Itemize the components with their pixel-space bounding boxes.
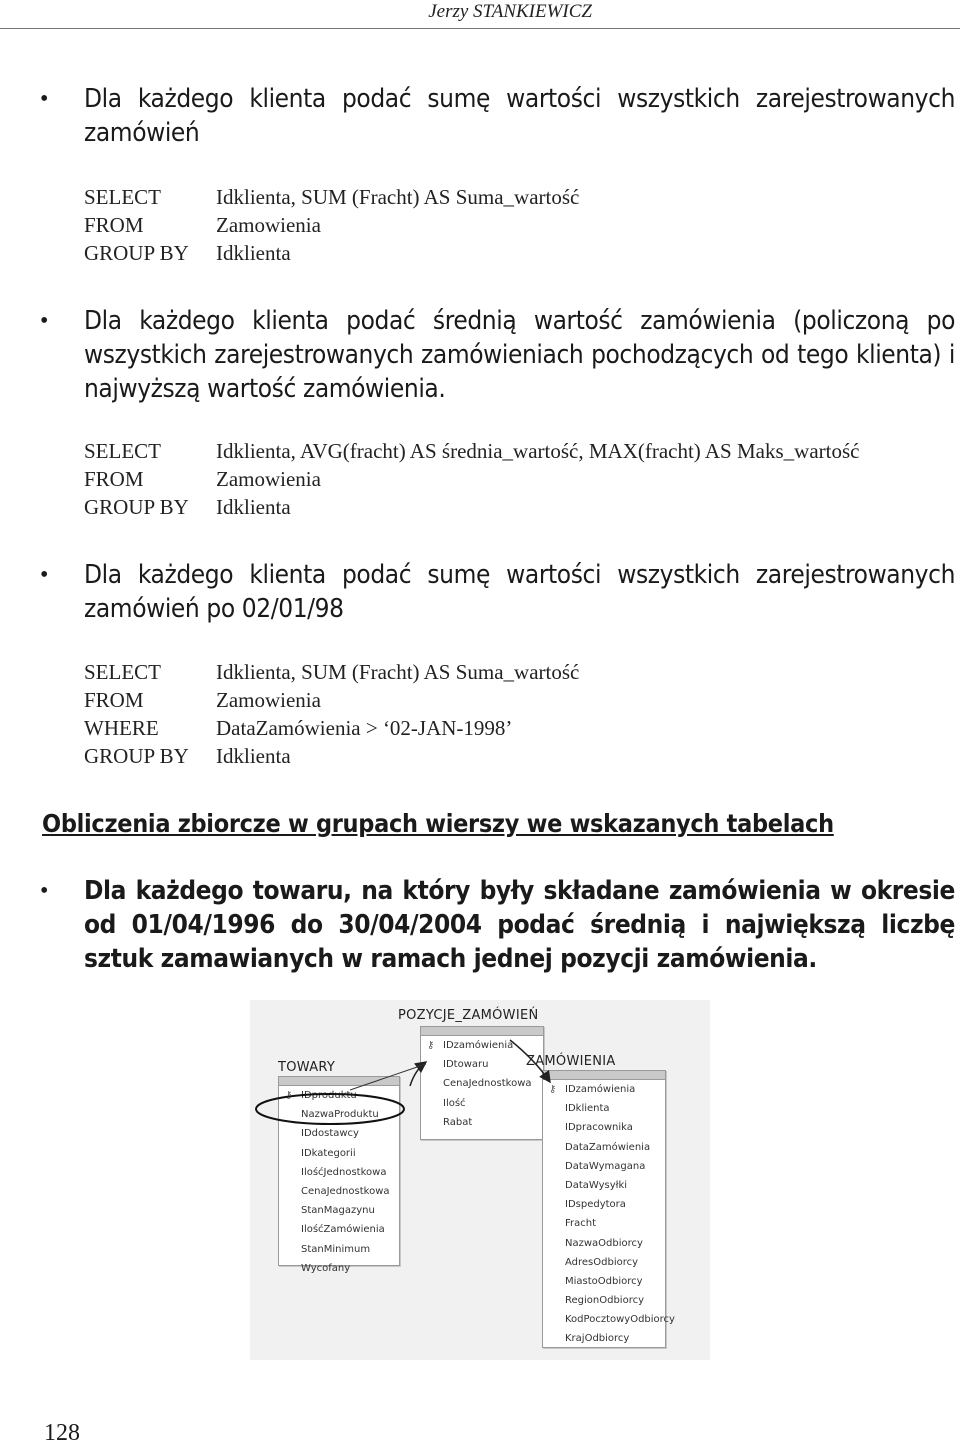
- relation-line-towary: [350, 1064, 426, 1090]
- primary-key-icon: ⚷: [285, 1090, 293, 1101]
- bullet-item-4: [40, 874, 955, 976]
- sql-value: Idklienta: [216, 241, 291, 265]
- sql-keyword: FROM: [84, 688, 144, 712]
- bullet-item-3: [40, 558, 955, 626]
- table-field: KodPocztowyOdbiorcy: [565, 1314, 675, 1326]
- sql-row: [84, 686, 579, 714]
- sql-value: Idklienta, AVG(fracht) AS średnia_wartość, MAX(fracht) AS Maks_wartość: [216, 439, 860, 463]
- sql-keyword: GROUP BY: [84, 744, 189, 768]
- table-title-towary: TOWARY: [278, 1060, 336, 1075]
- sql-value: Idklienta: [216, 495, 291, 519]
- bullet-item-1: [40, 82, 955, 150]
- table-field: KrajOdbiorcy: [565, 1333, 630, 1345]
- table-field: IDdostawcy: [301, 1128, 359, 1140]
- sql-row: [84, 437, 859, 465]
- table-field: Fracht: [565, 1218, 597, 1230]
- page-number: 128: [44, 1420, 80, 1446]
- header-rule: [0, 28, 960, 29]
- table-field: IDspedytora: [565, 1199, 626, 1211]
- table-field: MiastoOdbiorcy: [565, 1275, 643, 1287]
- sql-keyword: GROUP BY: [84, 241, 189, 265]
- table-field: Wycofany: [301, 1262, 351, 1274]
- table-title-zamowienia: ZAMÓWIENIA: [526, 1054, 616, 1069]
- sql-keyword: SELECT: [84, 660, 161, 684]
- table-field: NazwaProduktu: [301, 1109, 379, 1121]
- table-title-pozycje: POZYCJE_ZAMÓWIEŃ: [398, 1008, 539, 1023]
- sql-query-3: [84, 658, 579, 770]
- table-field: StanMinimum: [301, 1243, 371, 1255]
- sql-row: [84, 714, 579, 742]
- table-field: DataWymagana: [565, 1160, 646, 1172]
- bullet-dot: •: [40, 308, 49, 334]
- relationship-lines: [250, 1000, 710, 1360]
- schema-diagram: [250, 1000, 710, 1360]
- table-field: AdresOdbiorcy: [565, 1256, 639, 1268]
- sql-row: [84, 742, 579, 770]
- table-field: CenaJednostkowa: [301, 1185, 390, 1197]
- bullet-dot: •: [40, 86, 49, 112]
- bullet-text: Dla każdego klienta podać sumę wartości wszystkich zarejestrowanych zamówień: [84, 84, 955, 148]
- bullet-text: Dla każdego klienta podać średnią wartość zamówienia (policzoną po wszystkich zarejestrowanych zamówieniach pochodzących od tego klienta) i najwyższą wartość zamówienia.: [84, 306, 955, 404]
- table-field: IlośćJednostkowa: [301, 1166, 387, 1178]
- bullet-dot: •: [40, 562, 49, 588]
- table-field: IDkategorii: [301, 1147, 356, 1159]
- bullet-dot: •: [40, 878, 49, 904]
- bullet-item-2: [40, 304, 955, 406]
- relation-arrow-pozycje-zamowienia: [510, 1040, 550, 1082]
- sql-value: Zamowienia: [216, 688, 321, 712]
- bullet-text: Dla każdego towaru, na który były składane zamówienia w okresie od 01/04/1996 do 30/04/2004 podać średnią i największą liczbę sztuk zamawianych w ramach jednej pozycji zamówienia.: [84, 876, 955, 974]
- sql-query-2: [84, 437, 859, 521]
- sql-keyword: WHERE: [84, 716, 159, 740]
- sql-keyword: SELECT: [84, 439, 161, 463]
- table-field: DataZamówienia: [565, 1141, 651, 1153]
- table-field: IDklienta: [565, 1103, 610, 1115]
- table-field: IDproduktu ⚷: [279, 1086, 399, 1105]
- relation-arrow-towary-pozycje: [410, 1062, 426, 1086]
- sql-row: [84, 211, 579, 239]
- table-field: IDtowaru: [443, 1059, 489, 1071]
- sql-row: [84, 465, 859, 493]
- sql-query-1: [84, 183, 579, 267]
- sql-value: Zamowienia: [216, 467, 321, 491]
- sql-row: [84, 493, 859, 521]
- sql-keyword: SELECT: [84, 185, 161, 209]
- table-field: IDzamówienia ⚷: [421, 1036, 543, 1055]
- bullet-text: Dla każdego klienta podać sumę wartości wszystkich zarejestrowanych zamówień po 02/01/98: [84, 560, 955, 624]
- table-field: RegionOdbiorcy: [565, 1295, 645, 1307]
- sql-row: [84, 658, 579, 686]
- table-field: IDpracownika: [565, 1122, 633, 1134]
- sql-keyword: FROM: [84, 213, 144, 237]
- table-field: CenaJednostkowa: [443, 1078, 532, 1090]
- table-field: Ilość: [443, 1097, 466, 1109]
- highlight-ellipse: [256, 1094, 404, 1124]
- header-author: Jerzy STANKIEWICZ: [428, 1, 592, 22]
- primary-key-icon: ⚷: [549, 1084, 557, 1095]
- sql-row: [84, 239, 579, 267]
- section-title: Obliczenia zbiorcze w grupach wierszy we wskazanych tabelach: [42, 809, 834, 838]
- table-field: NazwaOdbiorcy: [565, 1237, 643, 1249]
- primary-key-icon: ⚷: [427, 1040, 435, 1051]
- table-field: StanMagazynu: [301, 1205, 375, 1217]
- sql-keyword: GROUP BY: [84, 495, 189, 519]
- sql-value: DataZamówienia > ‘02-JAN-1998’: [216, 716, 513, 740]
- sql-value: Idklienta, SUM (Fracht) AS Suma_wartość: [216, 660, 580, 684]
- table-field: Rabat: [443, 1116, 473, 1128]
- table-field: DataWysyłki: [565, 1179, 628, 1191]
- sql-value: Idklienta, SUM (Fracht) AS Suma_wartość: [216, 185, 580, 209]
- sql-value: Zamowienia: [216, 213, 321, 237]
- table-field: IlośćZamówienia: [301, 1224, 385, 1236]
- sql-row: [84, 183, 579, 211]
- sql-value: Idklienta: [216, 744, 291, 768]
- table-field: IDzamówienia ⚷: [543, 1080, 665, 1099]
- sql-keyword: FROM: [84, 467, 144, 491]
